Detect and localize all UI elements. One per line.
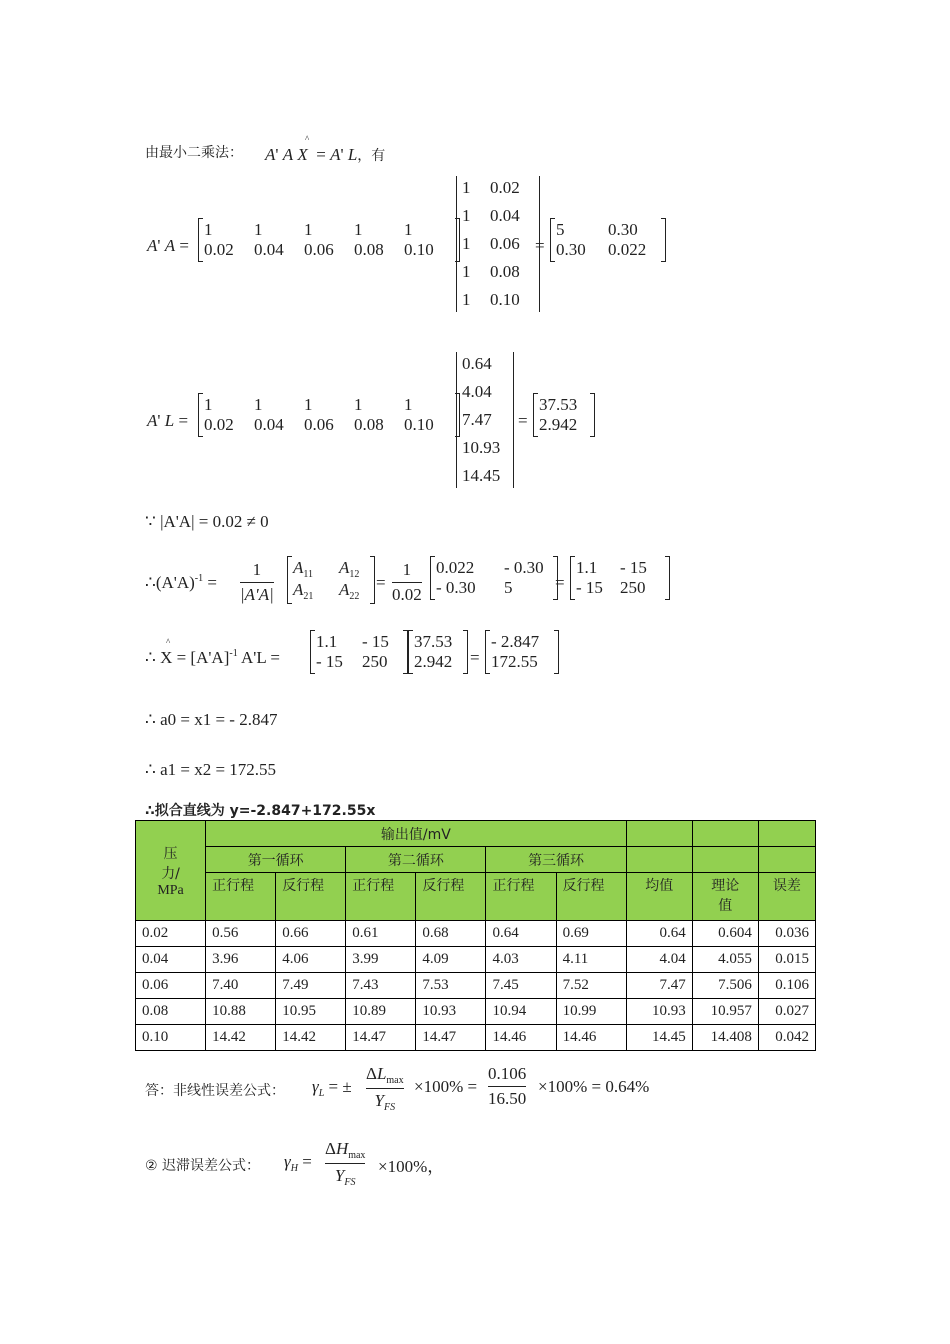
matrix-entry: - 15 [620, 558, 647, 577]
aa-matrix-1 [198, 218, 460, 262]
error-header: 误差 [758, 873, 815, 921]
matrix-entry: 1.1 [576, 558, 598, 577]
data-table [135, 820, 816, 1051]
matrix-entry: 2.942 [414, 652, 453, 671]
stroke-header: 反行程 [276, 873, 346, 921]
matrix-entry: $A_{11}$ [293, 558, 314, 580]
inv-fraction: 1 |A'A| [240, 560, 274, 604]
matrix-entry: 37.53 [414, 632, 453, 651]
fit-line: ∴拟合直线为 y=-2.847+172.55x [145, 803, 376, 819]
table-row [136, 973, 816, 999]
matrix-entry: 1 [304, 395, 313, 414]
matrix-entry: 2.942 [539, 415, 578, 434]
table-cell: 10.89 [346, 999, 416, 1025]
matrix-entry: 1 [204, 395, 213, 414]
matrix-entry: 0.06 [490, 234, 520, 253]
matrix-entry: 0.02 [204, 415, 234, 434]
hysteresis-fraction: $\Delta H_{max}$ $Y_{FS}$ [325, 1139, 366, 1188]
matrix-entry: 1 [404, 395, 413, 414]
hysteresis-tail: ×100%， [378, 1157, 445, 1176]
table-cell: 4.09 [416, 947, 486, 973]
cycle-header: 第二循环 [346, 847, 486, 873]
inv-adjugate-matrix [430, 556, 558, 600]
matrix-entry: 1 [354, 220, 363, 239]
table-cell: 0.06 [136, 973, 206, 999]
matrix-entry: 1 [462, 206, 471, 225]
hat-mark-2: ^ [166, 637, 171, 647]
table-cell: 4.11 [556, 947, 626, 973]
table-cell: 4.04 [626, 947, 692, 973]
table-cell: 14.46 [556, 1025, 626, 1051]
table-cell: 7.40 [206, 973, 276, 999]
table-row [136, 921, 816, 947]
table-cell: 7.45 [486, 973, 556, 999]
table-cell: 14.42 [206, 1025, 276, 1051]
inv-eq2: = [555, 573, 565, 592]
table-cell: 10.99 [556, 999, 626, 1025]
table-cell: 14.45 [626, 1025, 692, 1051]
table-cell: 0.604 [692, 921, 758, 947]
matrix-entry: 172.55 [491, 652, 538, 671]
table-cell: 7.49 [276, 973, 346, 999]
matrix-entry: 0.30 [556, 240, 586, 259]
table-cell: 7.506 [692, 973, 758, 999]
table-cell: 10.93 [416, 999, 486, 1025]
mean-header: 均值 [626, 873, 692, 921]
matrix-entry: 0.10 [490, 290, 520, 309]
stroke-header: 正行程 [486, 873, 556, 921]
matrix-entry: 37.53 [539, 395, 578, 414]
answer-gamma: $\gamma_L$ = ± [312, 1077, 352, 1099]
table-cell: 4.055 [692, 947, 758, 973]
matrix-entry: $A_{21}$ [293, 580, 314, 602]
inv-fraction-2: 1 0.02 [392, 560, 422, 604]
matrix-entry: 1 [254, 395, 263, 414]
table-cell: 0.10 [136, 1025, 206, 1051]
matrix-entry: 0.022 [608, 240, 647, 259]
matrix-entry: - 15 [316, 652, 343, 671]
matrix-entry: $A_{22}$ [339, 580, 360, 602]
stroke-header: 正行程 [206, 873, 276, 921]
table-cell: 4.03 [486, 947, 556, 973]
matrix-entry: 1 [304, 220, 313, 239]
matrix-entry: 0.04 [254, 240, 284, 259]
matrix-entry: 250 [620, 578, 646, 597]
inv-eq1: = [376, 573, 386, 592]
matrix-entry: 0.10 [404, 415, 434, 434]
hysteresis-label: ② 迟滞误差公式： [145, 1158, 261, 1174]
a0-line: ∴ a0 = x1 = - 2.847 [145, 710, 278, 729]
matrix-entry: 1 [462, 262, 471, 281]
matrix-entry: 1 [204, 220, 213, 239]
matrix-entry: - 15 [362, 632, 389, 651]
table-cell: 0.02 [136, 921, 206, 947]
al-result [533, 393, 595, 437]
xhat-vector [408, 630, 468, 674]
blank-header [758, 847, 815, 873]
matrix-entry: - 15 [576, 578, 603, 597]
table-cell: 0.042 [758, 1025, 815, 1051]
matrix-entry: 1 [254, 220, 263, 239]
aa-lhs: A' A = [147, 236, 189, 255]
stroke-header: 正行程 [346, 873, 416, 921]
table-cell: 0.036 [758, 921, 815, 947]
matrix-entry: 14.45 [462, 466, 501, 485]
det-line: ∵ |A'A| = 0.02 ≠ 0 [145, 512, 269, 531]
table-cell: 0.64 [626, 921, 692, 947]
table-cell: 7.47 [626, 973, 692, 999]
table-cell: 0.027 [758, 999, 815, 1025]
matrix-entry: 0.02 [490, 178, 520, 197]
answer-tail: ×100% = 0.64% [538, 1077, 650, 1096]
blank-header [626, 821, 692, 847]
table-cell: 0.04 [136, 947, 206, 973]
table-row [136, 999, 816, 1025]
cycle-header: 第三循环 [486, 847, 626, 873]
stroke-header: 反行程 [556, 873, 626, 921]
intro-text: 由最小二乘法： [145, 145, 243, 161]
answer-label: 答：非线性误差公式： [145, 1083, 285, 1099]
matrix-entry: - 0.30 [504, 558, 544, 577]
theory-header: 理论 值 [692, 873, 758, 921]
aa-matrix-2 [456, 176, 540, 312]
table-row [136, 1025, 816, 1051]
xhat-eq: = [470, 648, 480, 667]
table-cell: 3.99 [346, 947, 416, 973]
table-cell: 7.53 [416, 973, 486, 999]
matrix-entry: - 2.847 [491, 632, 540, 651]
table-cell: 14.46 [486, 1025, 556, 1051]
matrix-entry: 5 [504, 578, 513, 597]
table-cell: 0.56 [206, 921, 276, 947]
stroke-header: 反行程 [416, 873, 486, 921]
xhat-result [485, 630, 559, 674]
al-eq: = [518, 411, 528, 430]
matrix-entry: 7.47 [462, 410, 492, 429]
table-cell: 0.69 [556, 921, 626, 947]
table-cell: 0.08 [136, 999, 206, 1025]
blank-header [758, 821, 815, 847]
table-cell: 10.957 [692, 999, 758, 1025]
inv-lhs: $\therefore(A'A)^{-1}$ = [145, 573, 217, 592]
table-cell: 0.64 [486, 921, 556, 947]
blank-header [692, 821, 758, 847]
table-cell: 10.95 [276, 999, 346, 1025]
matrix-entry: 250 [362, 652, 388, 671]
matrix-entry: 1 [462, 234, 471, 253]
table-cell: 3.96 [206, 947, 276, 973]
al-vector [456, 352, 514, 488]
table-cell: 14.47 [346, 1025, 416, 1051]
answer-fraction: $\Delta L_{max}$ $Y_{FS}$ [366, 1064, 404, 1113]
matrix-entry: 0.64 [462, 354, 492, 373]
al-lhs: A' L = [147, 411, 189, 430]
matrix-entry: 1 [354, 395, 363, 414]
output-header: 输出值/mV [206, 821, 627, 847]
intro-equation: A' A X = A' L，有 [265, 145, 386, 164]
table-cell: 0.106 [758, 973, 815, 999]
matrix-entry: 10.93 [462, 438, 501, 457]
a1-line: ∴ a1 = x2 = 172.55 [145, 760, 277, 779]
table-cell: 10.93 [626, 999, 692, 1025]
matrix-entry: 4.04 [462, 382, 492, 401]
blank-header [692, 847, 758, 873]
al-matrix [198, 393, 460, 437]
matrix-entry: 0.04 [490, 206, 520, 225]
table-cell: 14.42 [276, 1025, 346, 1051]
aa-result [550, 218, 666, 262]
table-cell: 7.52 [556, 973, 626, 999]
matrix-entry: 0.10 [404, 240, 434, 259]
matrix-entry: 1.1 [316, 632, 338, 651]
matrix-entry: 0.08 [490, 262, 520, 281]
blank-header [626, 847, 692, 873]
matrix-entry: 0.02 [204, 240, 234, 259]
table-cell: 7.43 [346, 973, 416, 999]
xhat-lhs: ∴ $X = [A'A]^{-1}$ A'L = [145, 648, 280, 667]
matrix-entry: 5 [556, 220, 565, 239]
answer-mid: ×100% = [414, 1077, 478, 1096]
matrix-entry: 1 [462, 290, 471, 309]
table-row [136, 947, 816, 973]
pressure-header: 压 力/ MPa [136, 821, 206, 921]
cycle-header: 第一循环 [206, 847, 346, 873]
matrix-entry: 0.08 [354, 240, 384, 259]
table-cell: 0.015 [758, 947, 815, 973]
table-cell: 0.66 [276, 921, 346, 947]
matrix-entry: $A_{12}$ [339, 558, 360, 580]
matrix-entry: - 0.30 [436, 578, 476, 597]
answer-fraction-2: 0.106 16.50 [488, 1064, 527, 1108]
matrix-entry: 0.30 [608, 220, 638, 239]
xhat-matrix [310, 630, 408, 674]
matrix-entry: 0.06 [304, 415, 334, 434]
table-cell: 14.408 [692, 1025, 758, 1051]
inv-cofactor-matrix [287, 556, 375, 604]
table-cell: 0.68 [416, 921, 486, 947]
table-cell: 10.94 [486, 999, 556, 1025]
table-cell: 0.61 [346, 921, 416, 947]
table-cell: 10.88 [206, 999, 276, 1025]
matrix-entry: 0.06 [304, 240, 334, 259]
matrix-entry: 0.022 [436, 558, 475, 577]
aa-eq: = [535, 236, 545, 255]
hysteresis-gamma: $\gamma_H$ = [284, 1152, 312, 1174]
table-cell: 14.47 [416, 1025, 486, 1051]
matrix-entry: 0.04 [254, 415, 284, 434]
hat-mark: ^ [305, 134, 310, 144]
matrix-entry: 1 [462, 178, 471, 197]
table-cell: 4.06 [276, 947, 346, 973]
matrix-entry: 0.08 [354, 415, 384, 434]
matrix-entry: 1 [404, 220, 413, 239]
inv-result [570, 556, 670, 600]
